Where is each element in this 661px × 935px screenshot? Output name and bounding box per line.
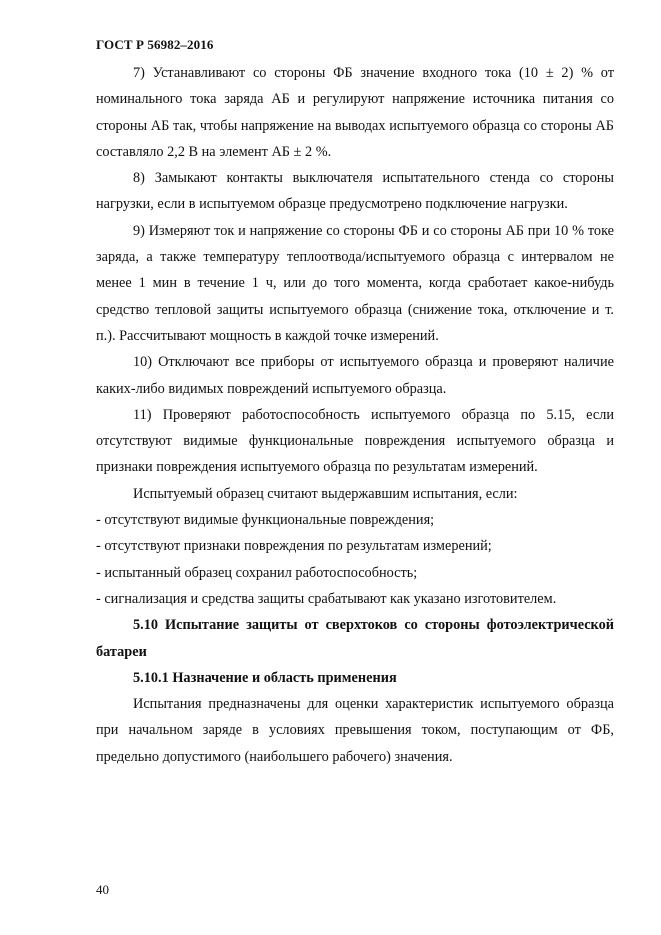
step-8-paragraph: 8) Замыкают контакты выключателя испытательного стенда со стороны нагрузки, если в испытуемом образце предусмотрено подключение нагрузки. [96,170,614,213]
criteria-intro: Испытуемый образец считают выдержавшим испытания, если: [133,485,518,502]
criteria-item: - испытанный образец сохранил работоспособность; [96,564,418,581]
step-7-paragraph: 7) Устанавливают со стороны ФБ значение входного тока (10 ± 2) % от номинального тока заряда АБ и регулируют напряжение источника питания со стороны АБ так, чтобы напряжение на выводах испытуемого образца со стороны АБ составляло 2,2 В на элемент АБ ± 2 %. [96,65,614,160]
criteria-item: - сигнализация и средства защиты срабатывают как указано изготовителем. [96,590,557,607]
step-9-paragraph: 9) Измеряют ток и напряжение со стороны ФБ и со стороны АБ при 10 % токе заряда, а также температуру теплоотвода/испытуемого образца с интервалом не менее 1 мин в течение 1 ч, или до того момента, когда сработает какое-нибудь средство тепловой защиты испытуемого образца (снижение тока, отключение и т. п.). Рассчитывают мощность в каждой точке измерений. [96,222,614,344]
page-number: 40 [96,882,109,897]
step-11-paragraph: 11) Проверяют работоспособность испытуемого образца по 5.15, если отсутствуют видимые функциональные повреждения испытуемого образца и признаки повреждения испытуемого образца по результатам измерений. [96,406,614,476]
section-heading: 5.10 Испытание защиты от сверхтоков со стороны фотоэлектрической батареи [96,617,614,660]
criteria-item: - отсутствуют признаки повреждения по результатам измерений; [96,538,492,555]
subsection-heading: 5.10.1 Назначение и область применения [133,669,397,686]
purpose-paragraph: Испытания предназначены для оценки характеристик испытуемого образца при начальном заряде в условиях превышения током, поступающим от ФБ, предельно допустимого (наибольшего рабочего) значения. [96,696,614,765]
document-body [96,60,614,770]
page-header: ГОСТ Р 56982–2016 [96,37,214,52]
step-10-paragraph: 10) Отключают все приборы от испытуемого образца и проверяют наличие каких-либо видимых повреждений испытуемого образца. [96,354,614,397]
criteria-item: - отсутствуют видимые функциональные повреждения; [96,512,435,529]
